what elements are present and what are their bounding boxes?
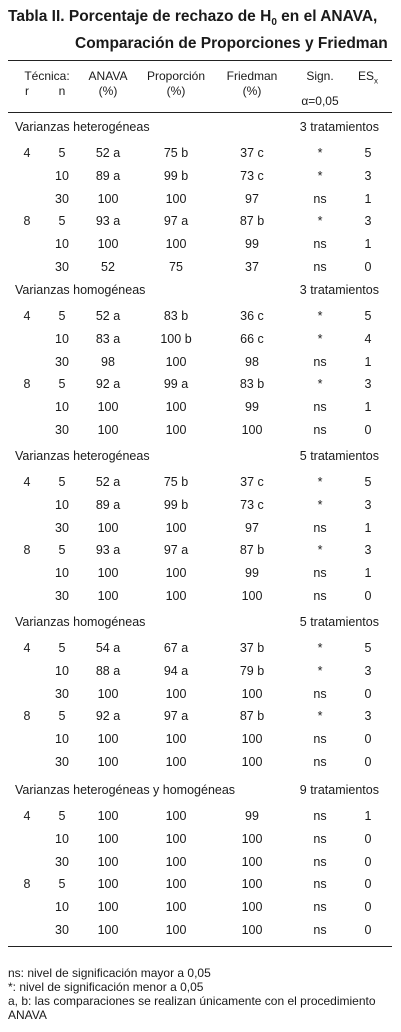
cell-sign: * bbox=[317, 497, 323, 512]
cell-friedman: 99 bbox=[245, 400, 259, 415]
cell-n: 5 bbox=[58, 543, 66, 558]
cell-sign: * bbox=[317, 146, 323, 160]
cell-r: 4 bbox=[23, 146, 31, 160]
cell-friedman: 36 c bbox=[240, 309, 264, 323]
cell-friedman: 100 bbox=[241, 831, 263, 846]
header-proporcion-unit: (%) bbox=[166, 84, 186, 98]
cell-proporcion: 97 a bbox=[163, 709, 189, 724]
top-rule bbox=[8, 60, 392, 61]
cell-proporcion: 99 b bbox=[163, 168, 189, 183]
cell-es: 3 bbox=[364, 214, 372, 229]
cell-anava: 92 a bbox=[95, 709, 121, 724]
cell-sign: ns bbox=[313, 566, 327, 581]
cell-n: 5 bbox=[58, 377, 66, 392]
cell-proporcion: 99 a bbox=[163, 377, 189, 392]
cell-friedman: 100 bbox=[241, 732, 263, 747]
header-es: $ES_x$ bbox=[357, 69, 379, 86]
cell-sign: * bbox=[317, 331, 323, 346]
cell-anava: 100 bbox=[97, 423, 119, 437]
section-name: Varianzas homogéneas bbox=[15, 615, 146, 629]
cell-proporcion: 100 bbox=[165, 732, 187, 747]
cell-friedman: 73 c bbox=[240, 168, 264, 183]
cell-sign: * bbox=[317, 663, 323, 678]
cell-anava: 89 a bbox=[95, 497, 121, 512]
cell-friedman: 73 c bbox=[240, 497, 264, 512]
cell-es: 0 bbox=[364, 589, 372, 603]
section-count: 5 tratamientos bbox=[299, 615, 379, 629]
header-tecnica: Técnica: bbox=[24, 69, 70, 83]
header-r: r bbox=[25, 84, 29, 98]
cell-sign: ns bbox=[313, 423, 327, 437]
cell-friedman: 97 bbox=[245, 520, 259, 535]
cell-proporcion: 83 b bbox=[163, 309, 189, 323]
cell-anava: 89 a bbox=[95, 168, 121, 183]
section-name: Varianzas heterogéneas bbox=[15, 120, 150, 134]
cell-proporcion: 100 bbox=[165, 831, 187, 846]
cell-friedman: 37 c bbox=[240, 475, 264, 489]
cell-sign: * bbox=[317, 377, 323, 392]
cell-proporcion: 94 a bbox=[163, 663, 189, 678]
cell-proporcion: 75 b bbox=[163, 475, 189, 489]
cell-friedman: 99 bbox=[245, 566, 259, 581]
section-name: Varianzas homogéneas bbox=[15, 283, 146, 297]
cell-proporcion: 100 bbox=[165, 589, 187, 603]
cell-n: 5 bbox=[58, 709, 66, 724]
cell-anava: 100 bbox=[97, 809, 119, 823]
cell-es: 0 bbox=[364, 423, 372, 437]
cell-n: 5 bbox=[58, 475, 66, 489]
cell-sign: * bbox=[317, 641, 323, 655]
cell-anava: 100 bbox=[97, 900, 119, 915]
cell-r: 8 bbox=[23, 377, 31, 392]
cell-es: 1 bbox=[364, 809, 372, 823]
cell-proporcion: 100 bbox=[165, 423, 187, 437]
cell-anava: 54 a bbox=[95, 641, 121, 655]
cell-proporcion: 75 bbox=[169, 260, 183, 274]
title-line-2: Comparación de Proporciones y Friedman bbox=[75, 35, 388, 53]
cell-proporcion: 100 bbox=[165, 520, 187, 535]
cell-sign: ns bbox=[313, 191, 327, 206]
cell-proporcion: 100 b bbox=[160, 331, 192, 346]
header-rule bbox=[8, 112, 392, 113]
cell-sign: ns bbox=[313, 400, 327, 415]
cell-sign: ns bbox=[313, 854, 327, 869]
cell-anava: 92 a bbox=[95, 377, 121, 392]
cell-sign: ns bbox=[313, 831, 327, 846]
cell-n: 5 bbox=[58, 809, 66, 823]
cell-anava: 52 bbox=[101, 260, 115, 274]
cell-sign: * bbox=[317, 475, 323, 489]
cell-n: 30 bbox=[55, 423, 69, 437]
cell-es: 3 bbox=[364, 168, 372, 183]
cell-proporcion: 100 bbox=[165, 755, 187, 769]
cell-friedman: 66 c bbox=[240, 331, 264, 346]
cell-friedman: 100 bbox=[241, 589, 263, 603]
cell-anava: 52 a bbox=[95, 309, 121, 323]
cell-es: 0 bbox=[364, 900, 372, 915]
cell-n: 5 bbox=[58, 309, 66, 323]
cell-es: 0 bbox=[364, 686, 372, 701]
cell-anava: 100 bbox=[97, 686, 119, 701]
cell-r: 4 bbox=[23, 641, 31, 655]
cell-sign: ns bbox=[313, 354, 327, 369]
cell-friedman: 87 b bbox=[239, 709, 265, 724]
cell-proporcion: 100 bbox=[165, 566, 187, 581]
cell-anava: 100 bbox=[97, 191, 119, 206]
section-name: Varianzas heterogéneas y homogéneas bbox=[15, 783, 236, 797]
cell-proporcion: 97 a bbox=[163, 543, 189, 558]
cell-n: 10 bbox=[55, 663, 69, 678]
cell-anava: 93 a bbox=[95, 214, 121, 229]
cell-n: 30 bbox=[55, 260, 69, 274]
cell-friedman: 100 bbox=[241, 854, 263, 869]
footnote: a, b: las comparaciones se realizan únicamente con el procedimiento bbox=[8, 994, 376, 1008]
cell-sign: ns bbox=[313, 900, 327, 915]
cell-friedman: 79 b bbox=[239, 663, 265, 678]
cell-proporcion: 100 bbox=[165, 686, 187, 701]
cell-es: 0 bbox=[364, 877, 372, 892]
cell-es: 1 bbox=[364, 566, 372, 581]
cell-proporcion: 100 bbox=[165, 809, 187, 823]
cell-sign: ns bbox=[313, 260, 327, 274]
cell-es: 1 bbox=[364, 520, 372, 535]
cell-sign: ns bbox=[313, 877, 327, 892]
cell-es: 3 bbox=[364, 663, 372, 678]
cell-sign: * bbox=[317, 309, 323, 323]
cell-n: 5 bbox=[58, 146, 66, 160]
cell-anava: 100 bbox=[97, 755, 119, 769]
cell-r: 4 bbox=[23, 809, 31, 823]
cell-sign: ns bbox=[313, 686, 327, 701]
cell-anava: 100 bbox=[97, 520, 119, 535]
cell-proporcion: 100 bbox=[165, 923, 187, 937]
cell-n: 30 bbox=[55, 755, 69, 769]
cell-sign: ns bbox=[313, 520, 327, 535]
table-label: Tabla II. bbox=[8, 8, 65, 25]
cell-n: 10 bbox=[55, 168, 69, 183]
cell-friedman: 37 bbox=[245, 260, 259, 274]
cell-anava: 100 bbox=[97, 831, 119, 846]
cell-anava: 83 a bbox=[95, 331, 121, 346]
cell-sign: ns bbox=[313, 732, 327, 747]
cell-proporcion: 100 bbox=[165, 900, 187, 915]
cell-sign: * bbox=[317, 543, 323, 558]
cell-proporcion: 100 bbox=[165, 400, 187, 415]
table-title bbox=[8, 6, 388, 54]
cell-anava: 100 bbox=[97, 589, 119, 603]
cell-es: 3 bbox=[364, 377, 372, 392]
cell-es: 5 bbox=[364, 641, 372, 655]
footnote: ns: nivel de significación mayor a 0,05 bbox=[8, 966, 211, 980]
cell-es: 3 bbox=[364, 497, 372, 512]
footnotes bbox=[8, 966, 376, 1022]
cell-n: 30 bbox=[55, 923, 69, 937]
bottom-rule bbox=[8, 946, 392, 947]
cell-proporcion: 100 bbox=[165, 237, 187, 252]
cell-friedman: 100 bbox=[241, 423, 263, 437]
cell-friedman: 99 bbox=[245, 809, 259, 823]
cell-friedman: 98 bbox=[245, 354, 259, 369]
cell-r: 8 bbox=[23, 214, 31, 229]
cell-friedman: 100 bbox=[241, 686, 263, 701]
cell-sign: * bbox=[317, 709, 323, 724]
header-anava-unit: (%) bbox=[98, 84, 118, 98]
cell-r: 4 bbox=[23, 475, 31, 489]
cell-n: 10 bbox=[55, 566, 69, 581]
cell-friedman: 100 bbox=[241, 877, 263, 892]
cell-r: 8 bbox=[23, 709, 31, 724]
cell-es: 0 bbox=[364, 732, 372, 747]
cell-sign: ns bbox=[313, 237, 327, 252]
cell-es: 0 bbox=[364, 260, 372, 274]
cell-friedman: 100 bbox=[241, 923, 263, 937]
cell-n: 10 bbox=[55, 237, 69, 252]
header-n: n bbox=[58, 84, 66, 98]
section-count: 5 tratamientos bbox=[299, 449, 379, 463]
cell-anava: 100 bbox=[97, 923, 119, 937]
cell-r: 8 bbox=[23, 877, 31, 892]
cell-sign: ns bbox=[313, 755, 327, 769]
cell-anava: 52 a bbox=[95, 475, 121, 489]
footnote: ANAVA bbox=[8, 1008, 47, 1022]
cell-es: 5 bbox=[364, 146, 372, 160]
section-count: 9 tratamientos bbox=[299, 783, 379, 797]
cell-anava: 100 bbox=[97, 237, 119, 252]
cell-anava: 98 bbox=[101, 354, 115, 369]
cell-n: 10 bbox=[55, 732, 69, 747]
cell-r: 8 bbox=[23, 543, 31, 558]
cell-es: 0 bbox=[364, 923, 372, 937]
cell-sign: ns bbox=[313, 923, 327, 937]
cell-proporcion: 75 b bbox=[163, 146, 189, 160]
cell-n: 30 bbox=[55, 520, 69, 535]
cell-es: 1 bbox=[364, 191, 372, 206]
cell-proporcion: 97 a bbox=[163, 214, 189, 229]
cell-es: 5 bbox=[364, 475, 372, 489]
cell-es: 0 bbox=[364, 755, 372, 769]
cell-es: 1 bbox=[364, 354, 372, 369]
cell-es: 3 bbox=[364, 543, 372, 558]
section-name: Varianzas heterogéneas bbox=[15, 449, 150, 463]
cell-es: 0 bbox=[364, 831, 372, 846]
cell-n: 10 bbox=[55, 331, 69, 346]
cell-n: 30 bbox=[55, 354, 69, 369]
cell-n: 30 bbox=[55, 589, 69, 603]
cell-es: 4 bbox=[364, 331, 372, 346]
header-friedman: Friedman bbox=[226, 69, 278, 83]
cell-sign: * bbox=[317, 168, 323, 183]
cell-r: 4 bbox=[23, 309, 31, 323]
cell-es: 1 bbox=[364, 400, 372, 415]
cell-friedman: 87 b bbox=[239, 214, 265, 229]
header-anava: ANAVA bbox=[88, 69, 128, 83]
cell-n: 30 bbox=[55, 854, 69, 869]
cell-n: 5 bbox=[58, 877, 66, 892]
cell-anava: 100 bbox=[97, 566, 119, 581]
cell-proporcion: 100 bbox=[165, 854, 187, 869]
cell-friedman: 100 bbox=[241, 755, 263, 769]
cell-n: 5 bbox=[58, 214, 66, 229]
cell-proporcion: 100 bbox=[165, 354, 187, 369]
cell-n: 10 bbox=[55, 497, 69, 512]
cell-es: 3 bbox=[364, 709, 372, 724]
title-line-1: Porcentaje de rechazo de $H_0$ en el ANAVA, bbox=[68, 8, 378, 29]
header-sign: Sign. bbox=[306, 69, 334, 83]
cell-es: 0 bbox=[364, 854, 372, 869]
footnote: *: nivel de significación menor a 0,05 bbox=[8, 980, 204, 994]
cell-n: 30 bbox=[55, 686, 69, 701]
cell-anava: 100 bbox=[97, 877, 119, 892]
cell-anava: 100 bbox=[97, 400, 119, 415]
cell-proporcion: 100 bbox=[165, 191, 187, 206]
cell-es: 1 bbox=[364, 237, 372, 252]
cell-n: 10 bbox=[55, 400, 69, 415]
cell-friedman: 37 b bbox=[239, 641, 265, 655]
header-friedman-unit: (%) bbox=[242, 84, 262, 98]
cell-anava: 100 bbox=[97, 854, 119, 869]
cell-anava: 93 a bbox=[95, 543, 121, 558]
cell-n: 5 bbox=[58, 641, 66, 655]
cell-proporcion: 100 bbox=[165, 877, 187, 892]
cell-friedman: 37 c bbox=[240, 146, 264, 160]
cell-anava: 52 a bbox=[95, 146, 121, 160]
section-count: 3 tratamientos bbox=[299, 120, 379, 134]
cell-friedman: 97 bbox=[245, 191, 259, 206]
cell-proporcion: 67 a bbox=[163, 641, 189, 655]
cell-anava: 100 bbox=[97, 732, 119, 747]
cell-friedman: 99 bbox=[245, 237, 259, 252]
header-alpha: α=0,05 bbox=[301, 94, 339, 108]
cell-n: 10 bbox=[55, 900, 69, 915]
cell-n: 30 bbox=[55, 191, 69, 206]
cell-anava: 88 a bbox=[95, 663, 121, 678]
cell-friedman: 100 bbox=[241, 900, 263, 915]
header-proporcion: Proporción bbox=[146, 69, 206, 83]
cell-es: 5 bbox=[364, 309, 372, 323]
cell-sign: ns bbox=[313, 809, 327, 823]
cell-n: 10 bbox=[55, 831, 69, 846]
section-count: 3 tratamientos bbox=[299, 283, 379, 297]
cell-friedman: 87 b bbox=[239, 543, 265, 558]
cell-sign: ns bbox=[313, 589, 327, 603]
cell-sign: * bbox=[317, 214, 323, 229]
cell-proporcion: 99 b bbox=[163, 497, 189, 512]
cell-friedman: 83 b bbox=[239, 377, 265, 392]
